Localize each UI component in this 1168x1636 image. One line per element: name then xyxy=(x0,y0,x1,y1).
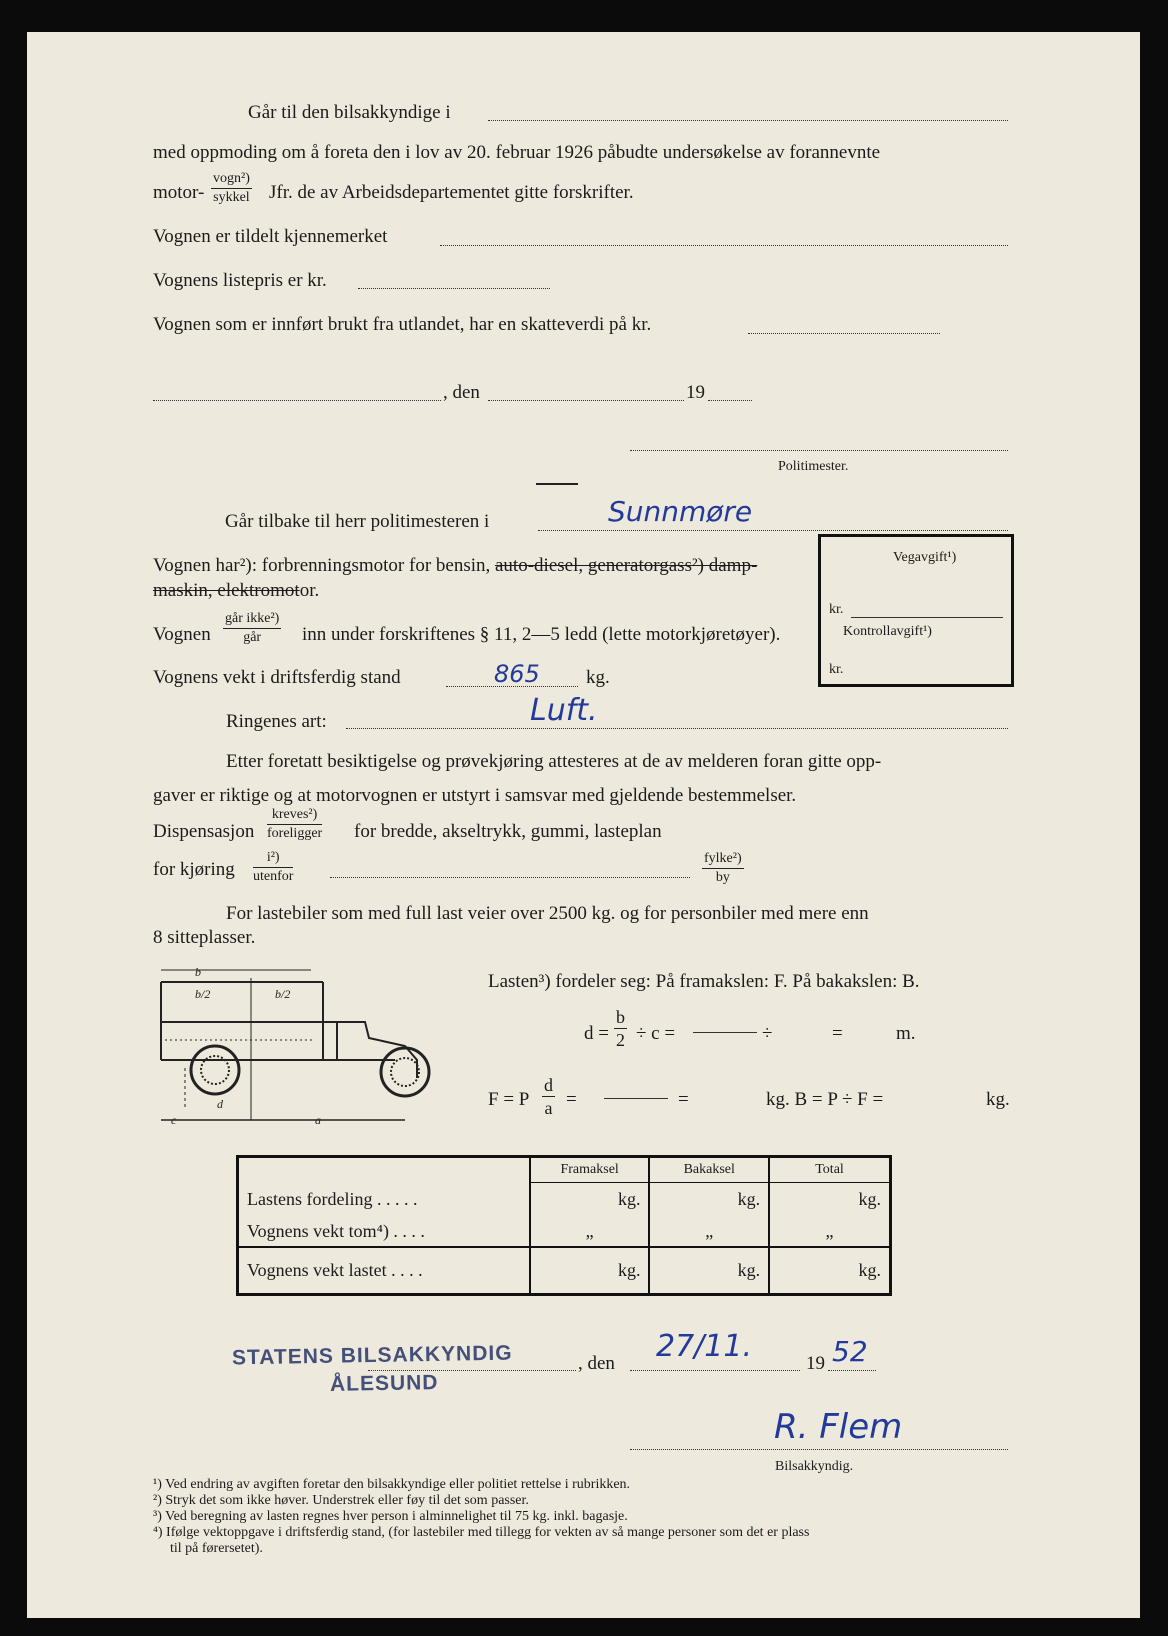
date-label-1: , den xyxy=(443,382,480,403)
driving-label: for kjøring xyxy=(153,859,235,880)
place-field-2[interactable] xyxy=(368,1370,576,1371)
load-table xyxy=(236,1155,892,1296)
road-tax-label: Vegavgift¹) xyxy=(893,550,957,565)
returned-to-police-label: Går tilbake til herr politimesteren i xyxy=(225,511,490,532)
table-row xyxy=(238,1247,891,1295)
footnote-4: ⁴) Ifølge vektoppgave i driftsferdig stand, (for lastebiler med tillegg for vekten av så mange personer som det er plass xyxy=(153,1525,810,1540)
stamp-line-2: ÅLESUND xyxy=(329,1371,439,1396)
eq1-m: m. xyxy=(896,1023,916,1044)
header-total: Total xyxy=(769,1157,890,1183)
truck-note-2: 8 sitteplasser. xyxy=(153,927,256,948)
front-empty-cell[interactable]: „ xyxy=(530,1217,650,1247)
plate-label: Vognen er tildelt kjennemerket xyxy=(153,226,388,247)
place-field-1[interactable] xyxy=(153,400,441,401)
police-signature-line[interactable] xyxy=(630,450,1008,451)
year-field-1[interactable] xyxy=(708,400,752,401)
expert-signature-line[interactable] xyxy=(630,1449,1008,1450)
diagram-label-b-half-2: b/2 xyxy=(275,987,291,1001)
tire-type-label: Ringenes art: xyxy=(226,711,327,732)
load-distribution-label: Lasten³) fordeler seg: På framakslen: F. På bakakslen: B. xyxy=(488,971,920,992)
tax-value-label: Vognen som er innført brukt fra utlandet, har en skatteverdi på kr. xyxy=(153,314,652,335)
vehicle-type-fraction: vogn²) sykkel xyxy=(213,171,250,205)
header-rear-axle: Bakaksel xyxy=(649,1157,769,1183)
plate-field[interactable] xyxy=(440,245,1008,246)
driving-fraction: i²) utenfor xyxy=(253,850,294,884)
handwritten-signature: R. Flem xyxy=(774,1407,903,1447)
light-vehicle-fraction: går ikke²) går xyxy=(225,611,280,645)
request-text: med oppmoding om å foreta den i lov av 20. februar 1926 påbudte undersøkelse av forannevnte xyxy=(153,142,881,163)
table-row xyxy=(238,1183,891,1217)
sent-to-expert-label: Går til den bilsakkyndige i xyxy=(248,102,451,123)
road-tax-field[interactable] xyxy=(851,617,1003,618)
total-empty-cell[interactable]: „ xyxy=(825,1220,834,1241)
attestation-text-1: Etter foretatt besiktigelse og prøvekjøring attesteres at de av melderen foran gitte opp- xyxy=(226,751,882,772)
eq2-fraction: $\frac{d}{a}$ xyxy=(544,1075,553,1118)
road-tax-kr: kr. xyxy=(829,602,844,617)
inspection-fee-label: Kontrollavgift¹) xyxy=(843,624,932,639)
eq1-eq: = xyxy=(832,1023,843,1044)
handwritten-date: 27/11. xyxy=(656,1329,752,1364)
eq1-minus-c: ÷ c = xyxy=(636,1023,676,1044)
date-field-2[interactable] xyxy=(630,1370,800,1371)
engine-type-label-cont: maskin, elektromotor. xyxy=(153,580,320,601)
footnote-3: ³) Ved beregning av lasten regnes hver person i alminnelighet til 75 kg. inkl. bagasje. xyxy=(153,1509,628,1524)
stamp-line-1: STATENS BILSAKKYNDIG xyxy=(231,1341,513,1370)
fee-box xyxy=(818,534,1014,687)
handwritten-district: Sunnmøre xyxy=(608,495,753,528)
separator-line xyxy=(536,483,578,485)
eq2-b: kg. B = P ÷ F = xyxy=(766,1089,884,1110)
eq1-field-1[interactable] xyxy=(693,1032,757,1033)
row-label: Lastens fordeling . . . . . xyxy=(247,1189,418,1209)
year-label-2: 19 xyxy=(806,1353,825,1374)
handwritten-weight: 865 xyxy=(494,660,540,688)
diagram-label-a: a xyxy=(315,1113,321,1127)
tax-value-field[interactable] xyxy=(748,333,940,334)
vehicle-label: Vognen xyxy=(153,624,211,645)
total-load-cell[interactable]: kg. xyxy=(858,1189,881,1210)
diagram-label-b: b xyxy=(195,965,201,979)
header-front-axle: Framaksel xyxy=(530,1157,650,1183)
list-price-field[interactable] xyxy=(358,288,550,289)
eq1-div: ÷ xyxy=(762,1023,773,1044)
police-district-field[interactable] xyxy=(538,530,1008,531)
diagram-label-c: c xyxy=(171,1113,177,1127)
eq2-eq2: = xyxy=(678,1089,689,1110)
truck-note-1: For lastebiler som med full last veier over 2500 kg. og for personbiler med mere enn xyxy=(226,903,869,924)
driving-area-field[interactable] xyxy=(330,877,690,878)
inspection-fee-kr: kr. xyxy=(829,662,844,677)
rear-loaded-cell[interactable]: kg. xyxy=(649,1247,769,1295)
handwritten-year: 52 xyxy=(832,1335,868,1368)
table-header-row xyxy=(238,1157,891,1183)
list-price-label: Vognens listepris er kr. xyxy=(153,270,327,291)
regulations-text: Jfr. de av Arbeidsdepartementet gitte forskrifter. xyxy=(269,182,634,203)
row-label: Vognens vekt lastet . . . . xyxy=(247,1259,423,1280)
motor-label: motor- xyxy=(153,182,205,203)
eq2-f: F = P xyxy=(488,1089,530,1110)
truck-diagram xyxy=(155,960,445,1130)
handwritten-tires: Luft. xyxy=(530,693,598,728)
weight-label: Vognens vekt i driftsferdig stand xyxy=(153,667,401,688)
eq2-field[interactable] xyxy=(604,1098,668,1099)
county-fraction: fylke²) by xyxy=(704,851,742,885)
rear-load-cell[interactable]: kg. xyxy=(649,1183,769,1217)
table-row xyxy=(238,1217,891,1247)
eq2-kg: kg. xyxy=(986,1089,1010,1110)
date-label-2: , den xyxy=(578,1353,615,1374)
eq1-d: d = xyxy=(584,1023,609,1044)
year-label-1: 19 xyxy=(686,382,705,403)
year-field-2[interactable] xyxy=(828,1370,876,1371)
diagram-label-d: d xyxy=(217,1097,223,1111)
rear-empty-cell[interactable]: „ xyxy=(649,1217,769,1247)
diagram-label-b-half: b/2 xyxy=(195,987,211,1001)
tire-type-field[interactable] xyxy=(346,728,1008,729)
eq1-fraction: $\frac{b}{2}$ xyxy=(616,1007,625,1050)
expert-location-field[interactable] xyxy=(488,120,1008,121)
front-loaded-cell[interactable]: kg. xyxy=(530,1247,650,1295)
row-label: Vognens vekt tom⁴) . . . . xyxy=(247,1220,425,1241)
light-vehicle-text: inn under forskriftenes § 11, 2—5 ledd (lette motorkjøretøyer). xyxy=(302,624,781,645)
eq2-eq1: = xyxy=(566,1089,577,1110)
police-chief-label: Politimester. xyxy=(778,459,849,474)
weight-unit: kg. xyxy=(586,667,610,688)
total-loaded-cell[interactable]: kg. xyxy=(858,1259,881,1280)
dispensation-text: for bredde, akseltrykk, gummi, lasteplan xyxy=(354,821,662,842)
dispensation-label: Dispensasjon xyxy=(153,821,255,842)
front-load-cell[interactable]: kg. xyxy=(530,1183,650,1217)
footnote-4-cont: til på førersetet). xyxy=(170,1541,263,1556)
date-field-1[interactable] xyxy=(488,400,684,401)
attestation-text-2: gaver er riktige og at motorvognen er utstyrt i samsvar med gjeldende bestemmelser. xyxy=(153,785,797,806)
dispensation-fraction: kreves²) foreligger xyxy=(267,807,323,841)
footnote-1: ¹) Ved endring av avgiften foretar den bilsakkyndige eller politiet rettelse i rubrikken. xyxy=(153,1477,631,1492)
expert-label: Bilsakkyndig. xyxy=(775,1459,854,1474)
footnote-2: ²) Stryk det som ikke høver. Understrek eller føy til det som passer. xyxy=(153,1493,529,1508)
engine-type-label: Vognen har²): forbrenningsmotor for bensin, auto-diesel, generatorgass²) damp- xyxy=(153,555,758,576)
